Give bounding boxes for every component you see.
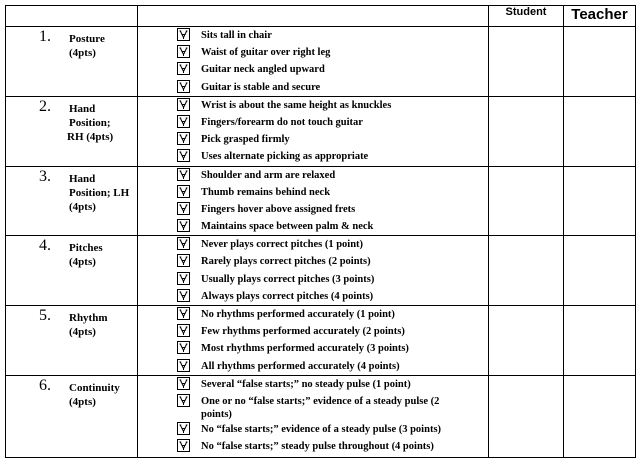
teacher-score-cell[interactable]	[564, 166, 636, 236]
criterion-text: One or no “false starts;” evidence of a steady pulse (2 points)	[201, 395, 440, 420]
rubric-table	[5, 5, 636, 458]
checkbox[interactable]	[177, 324, 190, 337]
criterion-item	[177, 253, 488, 270]
section-points: (4pts)	[69, 200, 96, 213]
teacher-score-cell[interactable]	[564, 306, 636, 376]
teacher-score-cell[interactable]	[564, 27, 636, 97]
checkbox[interactable]	[177, 254, 190, 267]
criteria-cell	[138, 166, 489, 236]
section-row-posture	[6, 27, 636, 97]
section-row-rhythm	[6, 306, 636, 376]
section-points: (4pts)	[69, 395, 96, 408]
criterion-text: No “false starts;” evidence of a steady pulse (3 points)	[201, 423, 442, 435]
checkbox[interactable]	[177, 202, 190, 215]
criterion-item	[177, 306, 488, 323]
section-title	[69, 381, 120, 409]
criterion-text: Guitar neck angled upward	[201, 64, 325, 76]
student-column-header: Student	[489, 6, 564, 27]
criterion-text: Fingers hover above assigned frets	[201, 203, 356, 215]
checkbox[interactable]	[177, 45, 190, 58]
header-category-blank	[6, 6, 138, 27]
student-score-cell[interactable]	[489, 27, 564, 97]
section-number: 5.	[39, 307, 51, 324]
student-score-cell[interactable]	[489, 96, 564, 166]
criterion-text: Shoulder and arm are relaxed	[201, 169, 336, 181]
criterion-item	[177, 376, 488, 393]
criteria-cell	[138, 375, 489, 457]
criteria-list	[138, 376, 488, 456]
criteria-list	[138, 27, 488, 96]
section-row-continuity	[6, 375, 636, 457]
section-number: 2.	[39, 97, 51, 115]
criterion-text: Always plays correct pitches (4 points)	[201, 290, 374, 302]
section-title	[69, 102, 121, 144]
criteria-cell	[138, 306, 489, 376]
criterion-text: Wrist is about the same height as knuckles	[201, 99, 392, 111]
criterion-text: Rarely plays correct pitches (2 points)	[201, 256, 371, 268]
checkbox[interactable]	[177, 272, 190, 285]
criterion-item	[177, 44, 488, 61]
section-number: 4.	[39, 237, 51, 255]
teacher-score-cell[interactable]	[564, 96, 636, 166]
section-title-line: Pitches	[69, 242, 103, 255]
student-score-cell[interactable]	[489, 375, 564, 457]
criterion-text: Sits tall in chair	[201, 30, 272, 41]
checkbox[interactable]	[177, 185, 190, 198]
criterion-item	[177, 131, 488, 148]
criterion-text: Never plays correct pitches (1 point)	[201, 239, 364, 251]
criterion-item	[177, 393, 488, 421]
section-title-line: Hand Position;	[69, 102, 111, 129]
checkbox[interactable]	[177, 168, 190, 181]
category-cell	[6, 96, 138, 166]
checkbox[interactable]	[177, 98, 190, 111]
criterion-text: Usually plays correct pitches (3 points)	[201, 273, 375, 285]
criterion-text: Maintains space between palm & neck	[201, 221, 374, 233]
checkbox[interactable]	[177, 80, 190, 93]
section-number: 3.	[39, 167, 51, 185]
checkbox[interactable]	[177, 394, 190, 407]
criterion-item	[177, 184, 488, 201]
checkbox[interactable]	[177, 28, 190, 41]
student-score-cell[interactable]	[489, 236, 564, 306]
checkbox[interactable]	[177, 359, 190, 372]
section-number: 1.	[39, 28, 51, 45]
criterion-item	[177, 340, 488, 357]
checkbox[interactable]	[177, 62, 190, 75]
criterion-item	[177, 61, 488, 78]
section-number: 6.	[39, 376, 51, 394]
checkbox[interactable]	[177, 115, 190, 128]
teacher-column-header: Teacher	[564, 6, 636, 27]
section-points: (4pts)	[69, 326, 96, 338]
criteria-list	[138, 236, 488, 305]
criterion-item	[177, 438, 488, 455]
criteria-cell	[138, 96, 489, 166]
criterion-item	[177, 358, 488, 375]
category-cell	[6, 375, 138, 457]
criterion-item	[177, 167, 488, 184]
criterion-item	[177, 148, 488, 165]
criterion-text: No “false starts;” steady pulse throughout (4 points)	[201, 441, 434, 453]
checkbox[interactable]	[177, 422, 190, 435]
section-title	[69, 311, 108, 339]
category-cell	[6, 27, 138, 97]
criterion-text: Guitar is stable and secure	[201, 81, 321, 93]
section-row-pitches	[6, 236, 636, 306]
criterion-text: All rhythms performed accurately (4 points)	[201, 360, 400, 372]
student-score-cell[interactable]	[489, 306, 564, 376]
checkbox[interactable]	[177, 132, 190, 145]
section-points: (4pts)	[69, 256, 96, 269]
section-row-hand-position-lh	[6, 166, 636, 236]
section-title-line: Hand Position; LH	[69, 172, 130, 199]
student-score-cell[interactable]	[489, 166, 564, 236]
criteria-cell	[138, 236, 489, 306]
checkbox[interactable]	[177, 289, 190, 302]
section-title-line-2: RH (4pts)	[67, 130, 114, 143]
criterion-item	[177, 236, 488, 253]
checkbox[interactable]	[177, 219, 190, 232]
section-title	[69, 172, 133, 214]
section-title-line: Rhythm	[69, 312, 108, 324]
checkbox[interactable]	[177, 237, 190, 250]
section-title-line: Posture	[69, 33, 105, 45]
criterion-item	[177, 323, 488, 340]
criterion-text: Several “false starts;” no steady pulse (1 point)	[201, 378, 411, 390]
section-row-hand-position-rh	[6, 96, 636, 166]
criteria-cell	[138, 27, 489, 97]
criterion-item	[177, 271, 488, 288]
criterion-text: Waist of guitar over right leg	[201, 47, 331, 59]
criterion-text: Few rhythms performed accurately (2 points)	[201, 326, 405, 338]
criterion-item	[177, 114, 488, 131]
criterion-item	[177, 79, 488, 96]
category-cell	[6, 306, 138, 376]
criterion-item	[177, 288, 488, 305]
criterion-item	[177, 27, 488, 44]
header-row	[6, 6, 636, 27]
criteria-list	[138, 167, 488, 236]
criterion-item	[177, 218, 488, 235]
section-title-line: Continuity	[69, 381, 120, 394]
criterion-item	[177, 97, 488, 114]
teacher-score-cell[interactable]	[564, 236, 636, 306]
criterion-text: Pick grasped firmly	[201, 134, 290, 146]
criterion-item	[177, 421, 488, 438]
category-cell	[6, 236, 138, 306]
checkbox[interactable]	[177, 307, 190, 320]
criterion-text: Thumb remains behind neck	[201, 186, 331, 198]
criterion-text: Most rhythms performed accurately (3 points)	[201, 343, 409, 355]
section-points: (4pts)	[69, 47, 96, 59]
teacher-score-cell[interactable]	[564, 375, 636, 457]
checkbox[interactable]	[177, 149, 190, 162]
criterion-text: Uses alternate picking as appropriate	[201, 151, 369, 163]
criteria-list	[138, 306, 488, 375]
criterion-item	[177, 201, 488, 218]
section-title	[69, 32, 105, 60]
checkbox[interactable]	[177, 341, 190, 354]
checkbox[interactable]	[177, 439, 190, 452]
header-criteria-blank	[138, 6, 489, 27]
criterion-text: Fingers/forearm do not touch guitar	[201, 116, 363, 128]
section-title	[69, 241, 103, 269]
checkbox[interactable]	[177, 377, 190, 390]
category-cell	[6, 166, 138, 236]
criteria-list	[138, 97, 488, 166]
criterion-text: No rhythms performed accurately (1 point)	[201, 309, 395, 320]
